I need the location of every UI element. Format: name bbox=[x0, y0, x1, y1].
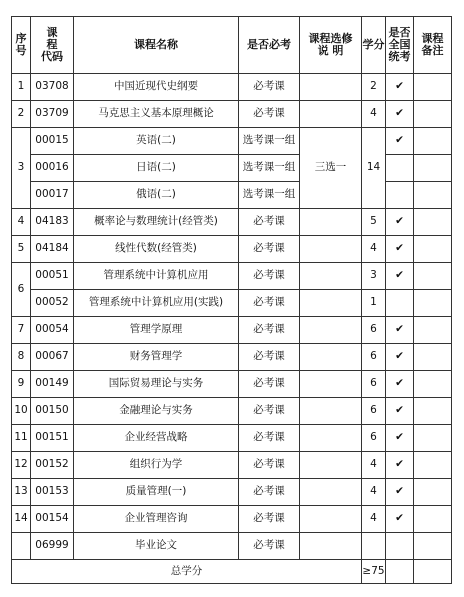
code-cell: 04183 bbox=[31, 209, 74, 236]
remark-cell bbox=[414, 263, 452, 290]
remark-cell bbox=[414, 317, 452, 344]
elective-note-cell bbox=[300, 398, 362, 425]
header-name: 课程名称 bbox=[74, 17, 239, 74]
seq-cell: 2 bbox=[12, 101, 31, 128]
seq-cell: 12 bbox=[12, 452, 31, 479]
code-cell: 00151 bbox=[31, 425, 74, 452]
header-credit: 学分 bbox=[362, 17, 386, 74]
elective-note-cell bbox=[300, 317, 362, 344]
elective-note-cell bbox=[300, 101, 362, 128]
table-row bbox=[12, 236, 452, 263]
seq-cell: 14 bbox=[12, 506, 31, 533]
seq-cell: 1 bbox=[12, 74, 31, 101]
table-row bbox=[12, 452, 452, 479]
required-cell: 必考课 bbox=[239, 317, 300, 344]
credit-cell: 4 bbox=[362, 236, 386, 263]
national-check: ✔ bbox=[386, 101, 414, 128]
course-table bbox=[11, 16, 452, 584]
remark-cell bbox=[414, 155, 452, 182]
remark-cell bbox=[414, 74, 452, 101]
required-cell: 必考课 bbox=[239, 506, 300, 533]
required-cell: 选考课一组 bbox=[239, 128, 300, 155]
header-required: 是否必考 bbox=[239, 17, 300, 74]
name-cell: 中国近现代史纲要 bbox=[74, 74, 239, 101]
header-row bbox=[12, 17, 452, 74]
table-row bbox=[12, 344, 452, 371]
seq-cell: 7 bbox=[12, 317, 31, 344]
code-cell: 00052 bbox=[31, 290, 74, 317]
national-check bbox=[386, 155, 414, 182]
credit-cell: 4 bbox=[362, 101, 386, 128]
elective-note-cell bbox=[300, 344, 362, 371]
name-cell: 概率论与数理统计(经管类) bbox=[74, 209, 239, 236]
required-cell: 必考课 bbox=[239, 74, 300, 101]
table-row bbox=[12, 398, 452, 425]
national-check: ✔ bbox=[386, 452, 414, 479]
table-row bbox=[12, 317, 452, 344]
name-cell: 管理系统中计算机应用(实践) bbox=[74, 290, 239, 317]
remark-cell bbox=[414, 533, 452, 560]
credit-cell: 6 bbox=[362, 371, 386, 398]
name-cell: 企业管理咨询 bbox=[74, 506, 239, 533]
required-cell: 必考课 bbox=[239, 236, 300, 263]
code-cell: 03708 bbox=[31, 74, 74, 101]
required-cell: 必考课 bbox=[239, 290, 300, 317]
credit-cell: 5 bbox=[362, 209, 386, 236]
remark-cell bbox=[414, 182, 452, 209]
credit-cell: 6 bbox=[362, 398, 386, 425]
name-cell: 线性代数(经管类) bbox=[74, 236, 239, 263]
total-remark-cell bbox=[414, 560, 452, 584]
remark-cell bbox=[414, 371, 452, 398]
credit-cell: 3 bbox=[362, 263, 386, 290]
national-check bbox=[386, 182, 414, 209]
table-row bbox=[12, 74, 452, 101]
table-row bbox=[12, 479, 452, 506]
required-cell: 必考课 bbox=[239, 371, 300, 398]
code-cell: 00016 bbox=[31, 155, 74, 182]
table-row bbox=[12, 506, 452, 533]
code-cell: 00067 bbox=[31, 344, 74, 371]
remark-cell bbox=[414, 452, 452, 479]
table-row bbox=[12, 128, 452, 155]
elective-note-cell bbox=[300, 209, 362, 236]
remark-cell bbox=[414, 209, 452, 236]
total-national-cell bbox=[386, 560, 414, 584]
name-cell: 财务管理学 bbox=[74, 344, 239, 371]
course-plan bbox=[11, 16, 451, 584]
remark-cell bbox=[414, 506, 452, 533]
name-cell: 管理系统中计算机应用 bbox=[74, 263, 239, 290]
name-cell: 质量管理(一) bbox=[74, 479, 239, 506]
national-check bbox=[386, 533, 414, 560]
remark-cell bbox=[414, 344, 452, 371]
code-cell: 00153 bbox=[31, 479, 74, 506]
seq-cell: 8 bbox=[12, 344, 31, 371]
code-cell: 00051 bbox=[31, 263, 74, 290]
national-check: ✔ bbox=[386, 128, 414, 155]
header-seq: 序 号 bbox=[12, 17, 31, 74]
code-cell: 00154 bbox=[31, 506, 74, 533]
seq-cell bbox=[12, 533, 31, 560]
credit-cell: 1 bbox=[362, 290, 386, 317]
elective-note-cell bbox=[300, 290, 362, 317]
national-check: ✔ bbox=[386, 479, 414, 506]
national-check bbox=[386, 290, 414, 317]
seq-cell: 13 bbox=[12, 479, 31, 506]
code-cell: 00152 bbox=[31, 452, 74, 479]
seq-cell: 11 bbox=[12, 425, 31, 452]
required-cell: 必考课 bbox=[239, 263, 300, 290]
total-row bbox=[12, 560, 452, 584]
elective-note-cell bbox=[300, 506, 362, 533]
elective-note-cell bbox=[300, 236, 362, 263]
credit-cell bbox=[362, 533, 386, 560]
elective-note-cell: 三选一 bbox=[300, 128, 362, 209]
elective-note-cell bbox=[300, 74, 362, 101]
remark-cell bbox=[414, 101, 452, 128]
required-cell: 必考课 bbox=[239, 479, 300, 506]
header-code: 课 程 代码 bbox=[31, 17, 74, 74]
name-cell: 企业经营战略 bbox=[74, 425, 239, 452]
credit-cell: 6 bbox=[362, 425, 386, 452]
table-row bbox=[12, 533, 452, 560]
credit-cell: 4 bbox=[362, 479, 386, 506]
code-cell: 00017 bbox=[31, 182, 74, 209]
code-cell: 00149 bbox=[31, 371, 74, 398]
name-cell: 日语(二) bbox=[74, 155, 239, 182]
total-label: 总学分 bbox=[12, 560, 362, 584]
seq-cell: 6 bbox=[12, 263, 31, 317]
national-check: ✔ bbox=[386, 263, 414, 290]
required-cell: 选考课一组 bbox=[239, 155, 300, 182]
code-cell: 00054 bbox=[31, 317, 74, 344]
code-cell: 03709 bbox=[31, 101, 74, 128]
table-row bbox=[12, 371, 452, 398]
credit-cell: 4 bbox=[362, 506, 386, 533]
national-check: ✔ bbox=[386, 317, 414, 344]
header-national: 是否 全国 统考 bbox=[386, 17, 414, 74]
name-cell: 英语(二) bbox=[74, 128, 239, 155]
seq-cell: 9 bbox=[12, 371, 31, 398]
seq-cell: 5 bbox=[12, 236, 31, 263]
credit-cell: 4 bbox=[362, 452, 386, 479]
elective-note-cell bbox=[300, 452, 362, 479]
required-cell: 必考课 bbox=[239, 533, 300, 560]
national-check: ✔ bbox=[386, 74, 414, 101]
table-row bbox=[12, 425, 452, 452]
seq-cell: 10 bbox=[12, 398, 31, 425]
code-cell: 00015 bbox=[31, 128, 74, 155]
table-row bbox=[12, 209, 452, 236]
remark-cell bbox=[414, 479, 452, 506]
credit-cell: 6 bbox=[362, 344, 386, 371]
name-cell: 管理学原理 bbox=[74, 317, 239, 344]
required-cell: 必考课 bbox=[239, 452, 300, 479]
name-cell: 俄语(二) bbox=[74, 182, 239, 209]
required-cell: 必考课 bbox=[239, 101, 300, 128]
remark-cell bbox=[414, 128, 452, 155]
header-remark: 课程 备注 bbox=[414, 17, 452, 74]
national-check: ✔ bbox=[386, 425, 414, 452]
required-cell: 必考课 bbox=[239, 398, 300, 425]
table-row bbox=[12, 155, 452, 182]
credit-cell: 14 bbox=[362, 128, 386, 209]
table-row bbox=[12, 182, 452, 209]
national-check: ✔ bbox=[386, 506, 414, 533]
total-credit-value: ≥75 bbox=[362, 560, 386, 584]
national-check: ✔ bbox=[386, 344, 414, 371]
remark-cell bbox=[414, 236, 452, 263]
seq-cell: 4 bbox=[12, 209, 31, 236]
national-check: ✔ bbox=[386, 398, 414, 425]
required-cell: 必考课 bbox=[239, 425, 300, 452]
national-check: ✔ bbox=[386, 236, 414, 263]
credit-cell: 6 bbox=[362, 317, 386, 344]
elective-note-cell bbox=[300, 263, 362, 290]
national-check: ✔ bbox=[386, 371, 414, 398]
elective-note-cell bbox=[300, 533, 362, 560]
required-cell: 必考课 bbox=[239, 209, 300, 236]
name-cell: 马克思主义基本原理概论 bbox=[74, 101, 239, 128]
name-cell: 毕业论文 bbox=[74, 533, 239, 560]
code-cell: 06999 bbox=[31, 533, 74, 560]
required-cell: 选考课一组 bbox=[239, 182, 300, 209]
credit-cell: 2 bbox=[362, 74, 386, 101]
table-row bbox=[12, 263, 452, 290]
code-cell: 04184 bbox=[31, 236, 74, 263]
name-cell: 金融理论与实务 bbox=[74, 398, 239, 425]
table-row bbox=[12, 101, 452, 128]
national-check: ✔ bbox=[386, 209, 414, 236]
seq-cell: 3 bbox=[12, 128, 31, 209]
code-cell: 00150 bbox=[31, 398, 74, 425]
elective-note-cell bbox=[300, 479, 362, 506]
elective-note-cell bbox=[300, 425, 362, 452]
name-cell: 国际贸易理论与实务 bbox=[74, 371, 239, 398]
required-cell: 必考课 bbox=[239, 344, 300, 371]
remark-cell bbox=[414, 425, 452, 452]
table-row bbox=[12, 290, 452, 317]
header-elective-note: 课程选修 说 明 bbox=[300, 17, 362, 74]
name-cell: 组织行为学 bbox=[74, 452, 239, 479]
remark-cell bbox=[414, 290, 452, 317]
remark-cell bbox=[414, 398, 452, 425]
elective-note-cell bbox=[300, 371, 362, 398]
